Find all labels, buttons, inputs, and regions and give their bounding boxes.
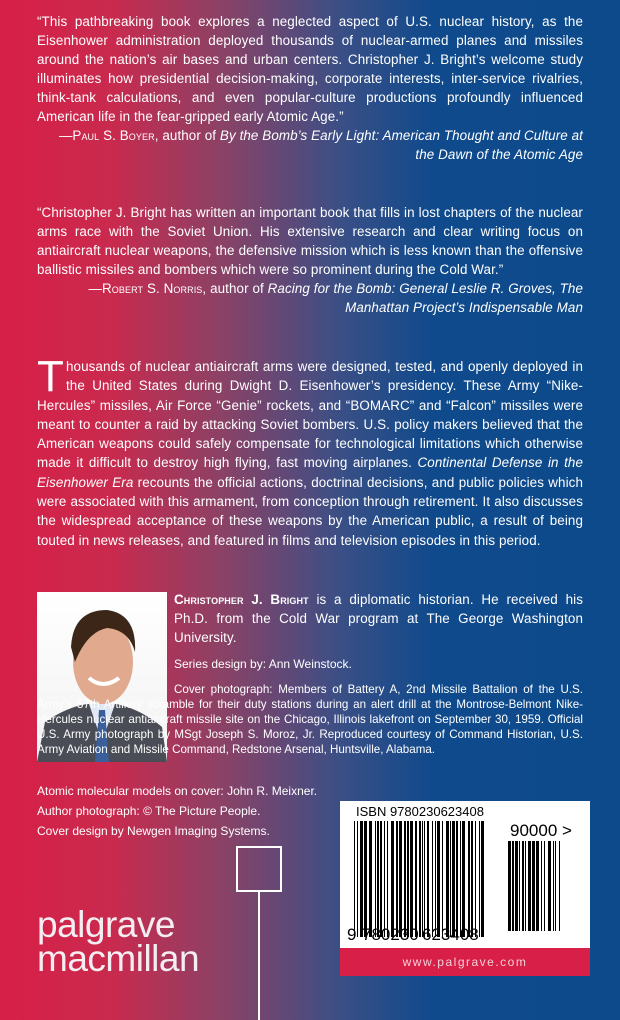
barcode-bar: [456, 821, 458, 937]
barcode-bar: [468, 821, 470, 937]
barcode-bar: [450, 821, 451, 937]
barcode-bar: [522, 841, 524, 931]
barcode-bar: [532, 841, 535, 931]
publisher-logo: [37, 904, 200, 979]
price-code: 90000 >: [510, 821, 572, 840]
barcode-bar: [544, 841, 545, 931]
barcode-bar: [396, 821, 398, 937]
quote-boyer: [37, 12, 583, 164]
barcode-bar: [462, 821, 465, 937]
author-photo-credit: Author photograph: © The Picture People.: [37, 804, 261, 818]
attribution-book: Racing for the Bomb: General Leslie R. Groves, The Manhattan Project’s Indispensable Man: [267, 281, 583, 315]
barcode-bar: [354, 821, 355, 937]
attribution-name: —Robert S. Norris: [88, 281, 203, 296]
quote-attribution: [37, 279, 583, 317]
quote-text: “This pathbreaking book explores a neglected aspect of U.S. nuclear history, as the Eisenhower administration deployed thousands of nuclear-armed planes and missiles around the nation’s air bases and urban centers. Christopher J. Bright’s welcome study illuminates how presidential decision-making, corporate interests, inter-service rivalries, think-tank calculations, and even popular-culture productions profoundly influenced American life in the fear-gripped early Atomic Age.”: [37, 14, 583, 124]
barcode-bar: [387, 821, 388, 937]
barcode-bar: [410, 821, 413, 937]
barcode-bar: [399, 821, 402, 937]
barcode-digits-right: 623408: [422, 925, 479, 944]
quote-norris: [37, 203, 583, 317]
models-credit: Atomic molecular models on cover: John R. Meixner.: [37, 784, 318, 798]
barcode-bar: [512, 841, 514, 931]
barcode-bar: [422, 821, 423, 937]
barcode-first-digit: 9: [347, 925, 357, 944]
book-description: [37, 352, 584, 550]
quote-text: “Christopher J. Bright has written an important book that fills in lost chapters of the nuclear arms race with the Soviet Union. His extensive research and clear writing focus on antiaircraft nuclear weapons, the defensive mission which is less known than the offensive ballistic missiles and bombers which were so prominent during the Cold War.”: [37, 205, 583, 277]
barcode-bar: [446, 821, 449, 937]
cover-design-credit: Cover design by Newgen Imaging Systems.: [37, 824, 270, 838]
quote-attribution: [37, 126, 583, 164]
barcode-digits-left: 780230: [362, 925, 419, 944]
barcode-bar: [380, 821, 382, 937]
attribution-book: By the Bomb’s Early Light: American Thought and Culture at the Dawn of the Atomic Age: [219, 128, 583, 162]
cover-photo-credit: Cover photograph: Members of Battery A, 2nd Missile Battalion of the U.S. Army’s 57th Artillery scramble for their duty stations during an alert drill at the Montrose-Belmont Nike-Hercules nuclear antiaircraft missile site on the Chicago, Illinois lakefront on September 30, 1959. Official U.S. Army photograph by MSgt Joseph S. Moroz, Jr. Reproduced courtesy of Command Historian, U.S. Army Aviation and Missile Command, Redstone Arsenal, Huntsville, Alabama.: [37, 683, 583, 756]
series-credit: Series design by: Ann Weinstock.: [174, 657, 352, 671]
book-title: Continental Defense in the Eisenhower Era: [37, 455, 584, 490]
attribution-suffix: , author of: [154, 128, 220, 143]
barcode-bar: [364, 821, 367, 937]
barcode-bar: [460, 821, 461, 937]
barcode-bar: [519, 841, 520, 931]
barcode-bar: [528, 841, 531, 931]
attribution-name: —Paul S. Boyer: [58, 128, 155, 143]
barcode-bar: [384, 821, 385, 937]
logo-line-2: macmillan: [37, 938, 200, 979]
barcode-bar: [548, 841, 551, 931]
barcode-bar: [536, 841, 539, 931]
barcode-bar: [377, 821, 379, 937]
barcode-bar: [508, 841, 511, 931]
barcode-bar: [432, 821, 433, 937]
barcode-bar: [407, 821, 409, 937]
barcode-bar: [475, 821, 476, 937]
logo-line: [258, 892, 260, 1020]
barcode-bar: [424, 821, 425, 937]
attribution-suffix: , author of: [202, 281, 268, 296]
barcode-bar: [427, 821, 429, 937]
author-bio: [174, 590, 583, 647]
barcode-bar: [369, 821, 372, 937]
isbn-text: ISBN 9780230623408: [356, 804, 484, 819]
barcode-bar: [452, 821, 455, 937]
barcode-bar: [435, 821, 436, 937]
author-name: Christopher J. Bright: [174, 592, 309, 607]
barcode-bar: [479, 821, 480, 937]
barcode-bar: [375, 821, 376, 937]
barcode-bar: [391, 821, 394, 937]
barcode-bar: [357, 821, 358, 937]
barcode-bar: [419, 821, 421, 937]
barcode-bar: [360, 821, 363, 937]
publisher-url: www.palgrave.com: [340, 948, 590, 976]
logo-square: [236, 846, 282, 892]
barcode-bar: [541, 841, 542, 931]
bio-text: is a diplomatic historian. He received his Ph.D. from the Cold War program at The George Washington University.: [174, 592, 584, 645]
barcode-bar: [553, 841, 554, 931]
barcode-bar: [559, 841, 560, 931]
barcode-bar: [555, 841, 556, 931]
barcode-bar: [442, 821, 443, 937]
barcode-bar: [437, 821, 440, 937]
barcode-bar: [525, 841, 526, 931]
drop-cap: T: [37, 352, 64, 401]
barcode-bar: [515, 841, 518, 931]
description-text: housands of nuclear antiaircraft arms were designed, tested, and openly deployed in the United States during Dwight D. Eisenhower’s presidency. These Army “Nike-Hercules” missiles, Air Force “Genie” rockets, and “BOMARC” and “Falcon” missiles were meant to counter a raid by attacking Soviet bombers. U.S. policy makers believed that the American weapons could safely compensate for technological limitations which otherwise made it difficult to destroy high flying, fast moving airplanes.: [37, 359, 583, 471]
description-text-2: recounts the official actions, doctrinal decisions, and public policies which were associated with this armament, from conception through retirement. It also discusses the widespread acceptance of these weapons by the American public, a result of being touted in news releases, and featured in films and television episodes in this period.: [37, 474, 583, 548]
logo-line-1: palgrave: [37, 904, 175, 945]
barcode-bar: [415, 821, 417, 937]
barcode-bar: [471, 821, 473, 937]
barcode-bar: [404, 821, 406, 937]
barcode-bar: [481, 821, 484, 937]
barcode: [340, 801, 590, 976]
